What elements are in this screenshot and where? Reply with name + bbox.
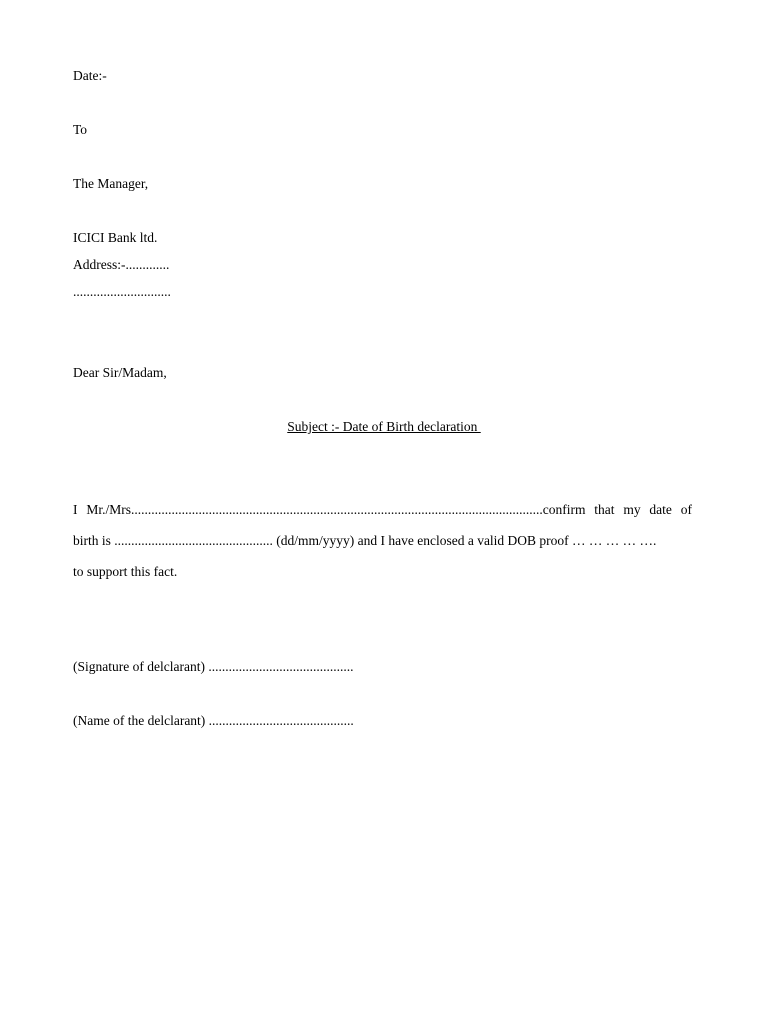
subject-line (0, 419, 768, 435)
body-line-3: to support this fact. (73, 564, 178, 579)
body-line-2: birth is ............................................... (dd/mm/yyyy) and I have enclosed a valid DOB proof … … … … …. (73, 533, 657, 548)
subject-text: Subject :- Date of Birth declaration (287, 419, 481, 434)
date-label: Date:- (73, 68, 107, 83)
address-line-1: Address:-............. (73, 257, 170, 272)
address-line-2: ............................. (73, 284, 171, 299)
recipient-title: The Manager, (73, 176, 149, 191)
signature-line: (Signature of delclarant) ........................................... (73, 659, 354, 674)
name-line: (Name of the delclarant) ........................................... (73, 713, 354, 728)
bank-name: ICICI Bank ltd. (73, 230, 158, 245)
to-label: To (73, 122, 88, 137)
salutation: Dear Sir/Madam, (73, 365, 167, 380)
body-line-1: I Mr./Mrs..........................................................................................................................confirm that my date of (73, 502, 692, 517)
